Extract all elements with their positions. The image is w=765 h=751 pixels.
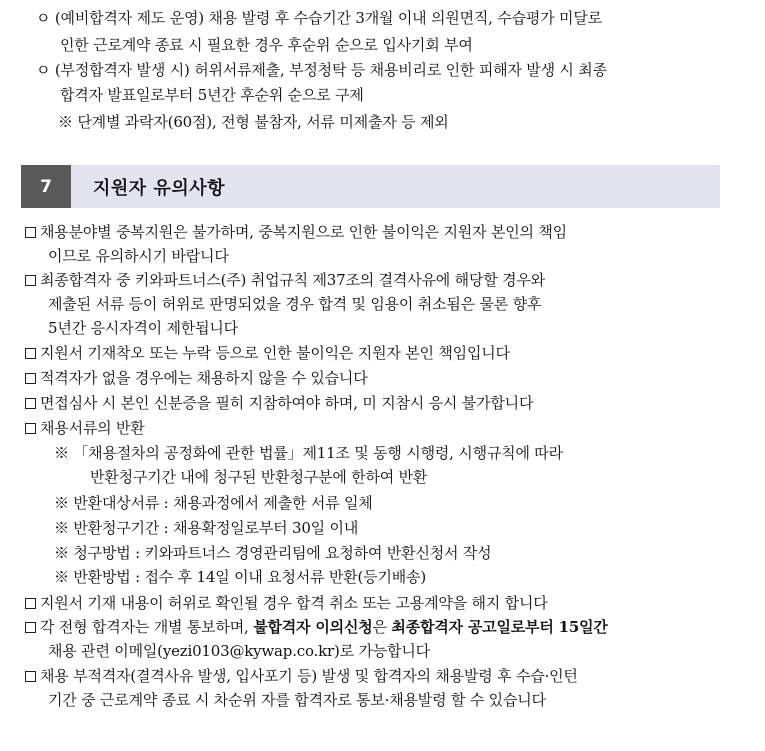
list-item-continuation: 채용 관련 이메일(yezi0103@kywap.co.kr)로 가능합니다	[48, 642, 430, 660]
section-title: 지원자 유의사항	[93, 177, 225, 199]
top-item-2-text: (부정합격자 발생 시) 허위서류제출, 부정청탁 등 채용비리로 인한 피해자 발생 시 최종	[54, 61, 607, 79]
checkbox-square-icon	[25, 671, 36, 682]
list-item-text: 지원서 기재착오 또는 누락 등으로 인한 불이익은 지원자 본인 책임입니다	[40, 344, 510, 362]
return-note-1-line-2: 반환청구기간 내에 청구된 반환청구분에 한하여 반환	[90, 468, 428, 486]
top-item-1-line-1	[36, 8, 602, 28]
list-item-text: 면접심사 시 본인 신분증을 필히 지참하여야 하며, 미 지참시 응시 불가합니다	[40, 394, 534, 412]
list-item	[25, 368, 368, 388]
list-item	[25, 222, 567, 242]
list-item-text: 채용 부적격자(결격사유 발생, 입사포기 등) 발생 및 합격자의 채용발령 후 수습·인턴	[40, 667, 578, 685]
list-item-text: 적격자가 없을 경우에는 채용하지 않을 수 있습니다	[40, 369, 368, 387]
list-item-text: 채용서류의 반환	[40, 419, 145, 437]
list-item	[25, 393, 533, 413]
top-note: ※ 단계별 과락자(60점), 전형 불참자, 서류 미제출자 등 제외	[58, 113, 449, 131]
list-item	[25, 666, 578, 686]
list-item	[25, 617, 608, 637]
return-note-4: ※ 청구방법 : 키와파트너스 경영관리팀에 요청하여 반환신청서 작성	[54, 544, 492, 562]
list-item-continuation: 제출된 서류 등이 허위로 판명되었을 경우 합격 및 임용이 취소됨은 물론 향후	[48, 295, 542, 313]
checkbox-square-icon	[25, 275, 36, 286]
checkbox-square-icon	[25, 373, 36, 384]
checkbox-square-icon	[25, 227, 36, 238]
return-note-3: ※ 반환청구기간 : 채용확정일로부터 30일 이내	[54, 519, 359, 537]
list-item-text: 지원서 기재 내용이 허위로 확인될 경우 합격 취소 또는 고용계약을 해지 합니다	[40, 594, 548, 612]
return-note-5: ※ 반환방법 : 접수 후 14일 이내 요청서류 반환(등기배송)	[54, 568, 426, 586]
circle-bullet: ㅇ	[36, 61, 51, 79]
checkbox-square-icon	[25, 622, 36, 633]
list-item	[25, 343, 510, 363]
list-item-continuation: 이므로 유의하시기 바랍니다	[48, 247, 229, 265]
top-item-1-text: (예비합격자 제도 운영) 채용 발령 후 수습기간 3개월 이내 의원면직, 수습평가 미달로	[54, 9, 602, 27]
top-item-2-line-1	[36, 60, 607, 80]
checkbox-square-icon	[25, 423, 36, 434]
list-item	[25, 418, 145, 438]
circle-bullet: ㅇ	[36, 9, 51, 27]
section-heading	[21, 165, 720, 208]
top-item-2-line-2: 합격자 발표일로부터 5년간 후순위 순으로 구제	[60, 86, 364, 104]
top-item-1-line-2: 인한 근로계약 종료 시 필요한 경우 후순위 순으로 입사기회 부여	[60, 36, 473, 54]
list-item-text: 은	[372, 618, 392, 636]
checkbox-square-icon	[25, 598, 36, 609]
list-item-continuation: 기간 중 근로계약 종료 시 차순위 자를 합격자로 통보·채용발령 할 수 있습니다	[48, 691, 546, 709]
checkbox-square-icon	[25, 398, 36, 409]
list-item-text: 각 전형 합격자는 개별 통보하며,	[40, 618, 254, 636]
return-note-1-line-1: ※ 「채용절차의 공정화에 관한 법률」제11조 및 동행 시행령, 시행규칙에 따라	[54, 444, 563, 462]
checkbox-square-icon	[25, 348, 36, 359]
list-item	[25, 593, 548, 613]
return-note-2: ※ 반환대상서류 : 채용과정에서 제출한 서류 일체	[54, 494, 373, 512]
list-item-text: 최종합격자 중 키와파트너스(주) 취업규칙 제37조의 결격사유에 해당할 경우와	[40, 271, 545, 289]
list-item	[25, 270, 545, 290]
section-number: 7	[21, 165, 71, 208]
list-item-text: 채용분야별 중복지원은 불가하며, 중복지원으로 인한 불이익은 지원자 본인의 책임	[40, 223, 567, 241]
list-item-continuation: 5년간 응시자격이 제한됩니다	[48, 319, 238, 337]
bold-text: 불합격자 이의신청	[253, 618, 373, 636]
bold-text: 최종합격자 공고일로부터 15일간	[391, 618, 608, 636]
